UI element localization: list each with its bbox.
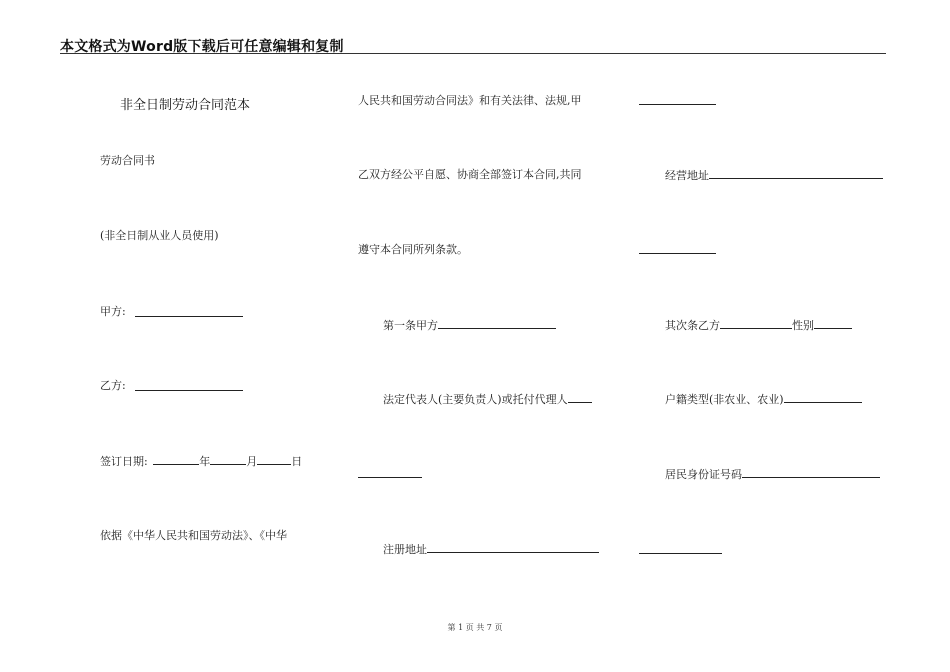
reg-address-blank — [427, 542, 599, 553]
month-blank — [210, 454, 246, 465]
month-label: 月 — [246, 455, 258, 468]
contract-heading: 劳动合同书 — [100, 154, 155, 167]
document-title: 非全日制劳动合同范本 — [120, 98, 251, 113]
business-address-blank — [709, 168, 883, 179]
id-number-label: 居民身份证号码 — [665, 468, 742, 481]
legal-rep-blank-cont — [358, 477, 422, 478]
party-b-label: 乙方: — [100, 379, 126, 392]
body-line-1: 人民共和国劳动合同法》和有关法律、法规,甲 — [358, 94, 582, 107]
party-a-label: 甲方: — [100, 305, 126, 318]
reg-address-line — [383, 542, 599, 557]
business-address-blank-cont — [639, 253, 716, 254]
party-b-name-blank — [720, 318, 792, 329]
article-2-label: 其次条乙方 — [665, 319, 720, 332]
day-blank — [257, 454, 291, 465]
legal-rep-line — [383, 392, 592, 407]
header-divider — [60, 53, 886, 54]
page-footer: 第 1 页 共 7 页 — [447, 623, 503, 632]
party-b-line — [100, 379, 126, 393]
legal-rep-label: 法定代表人(主要负责人)或托付代理人 — [383, 393, 568, 406]
household-type-label: 户籍类型(非农业、农业) — [665, 393, 784, 406]
business-address-line — [665, 168, 883, 183]
article-1-label: 第一条甲方 — [383, 319, 438, 332]
gender-label: 性别 — [792, 319, 814, 332]
header-title: 本文格式为Word版下载后可任意编辑和复制 — [60, 39, 344, 55]
id-number-line — [665, 467, 880, 482]
household-type-blank — [784, 392, 862, 403]
business-address-label: 经营地址 — [665, 169, 709, 182]
sign-date-line — [100, 454, 302, 469]
gender-blank — [814, 318, 852, 329]
body-line-2: 乙双方经公平自愿、协商全部签订本合同,共同 — [358, 168, 582, 181]
year-label: 年 — [199, 455, 211, 468]
article-2-line — [665, 318, 852, 333]
year-blank — [153, 454, 199, 465]
party-a-name-blank — [438, 318, 556, 329]
article-1-line — [383, 318, 556, 333]
party-a-blank — [135, 316, 243, 317]
id-number-blank — [742, 467, 880, 478]
day-label: 日 — [291, 455, 303, 468]
reg-address-blank-cont — [639, 104, 716, 105]
id-number-blank-cont — [639, 553, 722, 554]
reg-address-label: 注册地址 — [383, 543, 427, 556]
legal-rep-blank — [568, 392, 592, 403]
body-line-3: 遵守本合同所列条款。 — [358, 243, 468, 256]
party-a-line — [100, 305, 126, 319]
party-b-blank — [135, 390, 243, 391]
contract-subheading: (非全日制从业人员使用) — [100, 229, 219, 242]
household-type-line — [665, 392, 862, 407]
sign-date-label: 签订日期: — [100, 455, 148, 468]
basis-text: 依据《中华人民共和国劳动法》、《中华 — [100, 529, 287, 542]
